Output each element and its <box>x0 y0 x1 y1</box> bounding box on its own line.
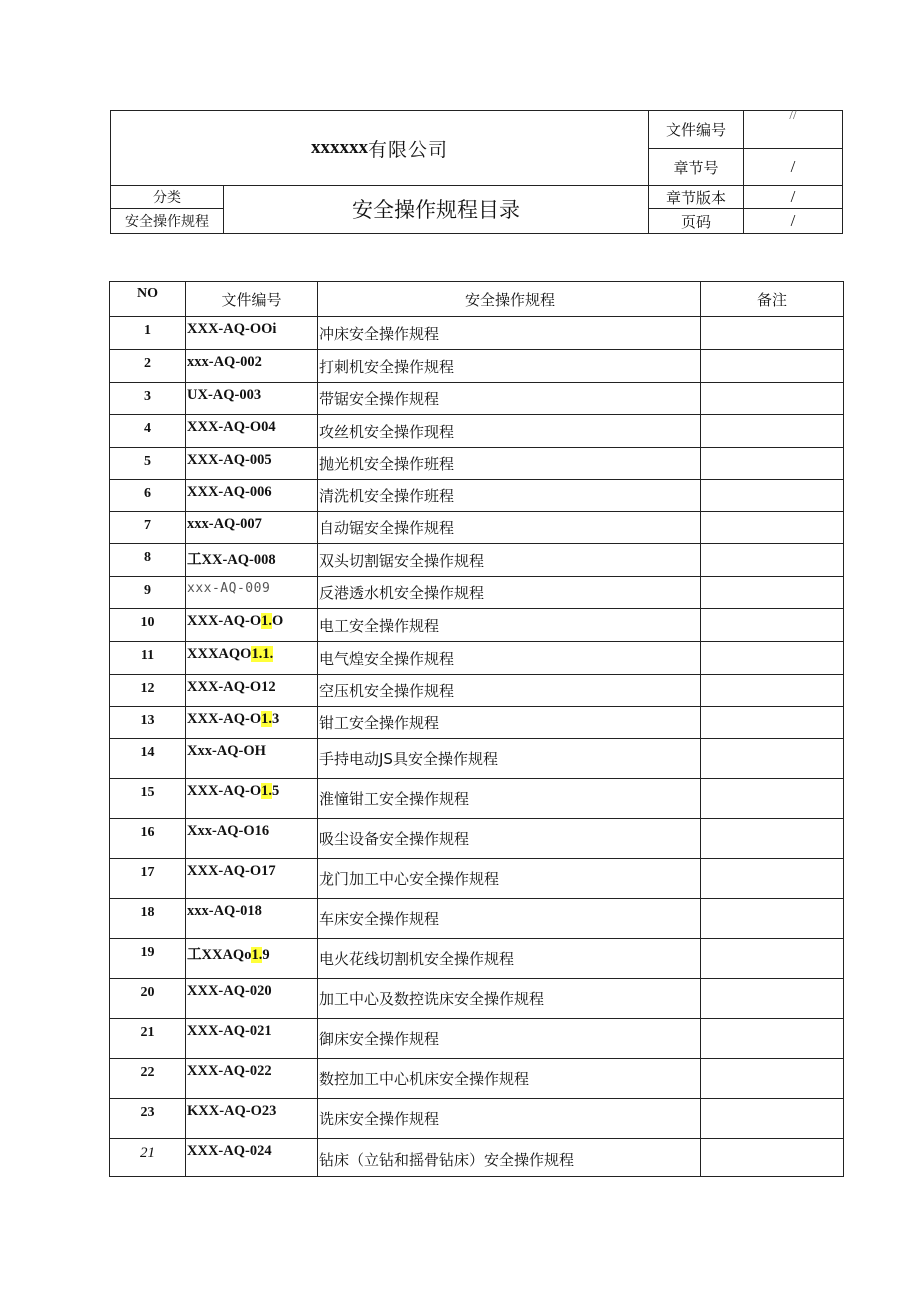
table-row <box>110 1018 843 1058</box>
procedure-name: 带锯安全操作规程 <box>319 390 440 408</box>
table-row <box>110 978 843 1018</box>
remarks-cell <box>701 859 843 898</box>
procedure-name: 冲床安全操作规程 <box>319 324 440 343</box>
row-number: 16 <box>140 825 155 840</box>
table-row <box>110 608 843 641</box>
remarks-cell <box>701 675 843 706</box>
category-value: 安全操作规程 <box>125 214 209 230</box>
row-number: 19 <box>140 945 155 960</box>
remarks-cell <box>701 779 843 818</box>
file-number: xxx-AQ-007 <box>187 516 262 532</box>
column-header-remarks: 备注 <box>756 290 787 309</box>
file-number: xxx-AQ-009 <box>187 581 271 596</box>
procedure-name: 空压机安全操作规程 <box>319 682 455 700</box>
table-row <box>110 447 843 479</box>
file-number: XXX-AQ-021 <box>187 1023 272 1039</box>
row-number: 22 <box>140 1065 155 1080</box>
row-number: 11 <box>140 648 155 663</box>
table-row <box>110 818 843 858</box>
procedure-name: 淮憧钳工安全操作规程 <box>319 790 470 808</box>
file-number: XXX-AQ-OOi <box>187 321 277 337</box>
remarks-cell <box>701 899 843 938</box>
table-header-row <box>110 282 843 316</box>
table-row <box>110 1058 843 1098</box>
file-number: XXX-AQ-005 <box>187 452 272 468</box>
remarks-cell <box>701 1019 843 1058</box>
table-row <box>110 858 843 898</box>
remarks-cell <box>701 448 843 479</box>
row-number: 3 <box>144 389 151 404</box>
meta-value-chapter-number: / <box>790 157 796 176</box>
file-number <box>186 642 318 674</box>
row-number: 14 <box>140 745 155 760</box>
table-row <box>110 1098 843 1138</box>
table-row <box>110 1138 843 1179</box>
procedure-name: 数控加工中心机床安全操作规程 <box>319 1070 530 1088</box>
table-row <box>110 316 843 349</box>
file-number <box>186 609 318 641</box>
remarks-cell <box>701 1059 843 1098</box>
row-number: 12 <box>140 681 155 696</box>
row-number: 21 <box>140 1145 155 1161</box>
file-number: XXX-AQ-022 <box>187 1063 272 1079</box>
file-number-highlight: 1.1. <box>251 646 274 662</box>
procedure-name: 加工中心及数控诜床安全操作规程 <box>319 990 545 1008</box>
procedure-name: 反港透水机安全操作规程 <box>319 584 485 602</box>
remarks-cell <box>701 512 843 543</box>
table-row <box>110 349 843 382</box>
procedure-name: 攻丝机安全操作现程 <box>319 422 455 441</box>
document-title: 安全操作规程目录 <box>352 198 520 222</box>
procedure-name: 诜床安全操作规程 <box>319 1110 440 1128</box>
procedure-name: 手持电动JS具安全操作规程 <box>319 750 498 768</box>
remarks-cell <box>701 819 843 858</box>
procedure-name: 钻床（立钻和摇骨钻床）安全操作规程 <box>319 1150 575 1169</box>
file-number: XXX-AQ-006 <box>187 484 272 500</box>
file-number-part: XXX-AQ-O <box>187 613 262 629</box>
procedure-name: 钳工安全操作规程 <box>319 714 440 732</box>
file-number-highlight: 1. <box>261 711 272 727</box>
row-number: 20 <box>140 985 155 1000</box>
file-number: XXX-AQ-O12 <box>187 679 276 695</box>
file-number: XXX-AQ-024 <box>187 1143 272 1159</box>
remarks-cell <box>701 1099 843 1138</box>
file-number: XXX-AQ-O04 <box>187 419 276 435</box>
procedure-name: 车床安全操作规程 <box>319 910 440 928</box>
row-number: 23 <box>140 1105 155 1120</box>
company-name <box>111 111 648 185</box>
meta-value-file-number: // <box>789 107 797 122</box>
procedure-name: 抛光机安全操作班程 <box>319 455 455 473</box>
remarks-cell <box>701 480 843 511</box>
row-number: 21 <box>140 1025 155 1040</box>
table-row <box>110 511 843 543</box>
file-number-part: XXX-AQ-O <box>187 711 262 727</box>
row-number: 6 <box>144 486 151 501</box>
row-number: 18 <box>140 905 155 920</box>
file-number: xxx-AQ-002 <box>187 354 262 370</box>
row-number: 2 <box>144 356 151 371</box>
procedure-name: 电工安全操作规程 <box>319 616 440 635</box>
file-number: xxx-AQ-018 <box>187 903 262 919</box>
remarks-cell <box>701 707 843 738</box>
file-number: Xxx-AQ-OH <box>187 743 266 759</box>
procedure-name: 电火花线切割机安全操作规程 <box>319 950 515 968</box>
procedure-name: 御床安全操作规程 <box>319 1030 440 1048</box>
meta-value-page-number: / <box>790 211 796 230</box>
procedure-name: 电气煌安全操作规程 <box>319 649 455 668</box>
row-number: 17 <box>140 865 155 880</box>
file-number: XXX-AQ-O17 <box>187 863 276 879</box>
meta-label-chapter-number: 章节号 <box>673 158 719 177</box>
remarks-cell <box>701 577 843 608</box>
row-number: 4 <box>144 421 151 436</box>
row-number: 7 <box>144 518 151 533</box>
remarks-cell <box>701 350 843 382</box>
row-number: 10 <box>140 615 155 630</box>
file-number-highlight: 1. <box>261 783 272 799</box>
file-number: Xxx-AQ-O16 <box>187 823 270 839</box>
remarks-cell <box>701 939 843 978</box>
file-number-part: 5 <box>271 783 280 799</box>
file-number: 工XX-AQ-008 <box>187 552 276 568</box>
remarks-cell <box>701 642 843 674</box>
file-number-part: 9 <box>262 947 270 963</box>
remarks-cell <box>701 1139 843 1179</box>
table-row <box>110 382 843 414</box>
file-number-part: XXXAQO <box>187 646 252 662</box>
procedure-table <box>109 281 844 1177</box>
remarks-cell <box>701 317 843 349</box>
file-number-part: 工XXAQo <box>187 947 252 963</box>
table-row <box>110 706 843 738</box>
meta-value-chapter-version: / <box>790 187 796 206</box>
table-row <box>110 543 843 576</box>
category-label: 分类 <box>153 189 181 206</box>
file-number: XXX-AQ-020 <box>187 983 272 999</box>
procedure-name: 龙门加工中心安全操作规程 <box>319 870 500 888</box>
remarks-cell <box>701 544 843 576</box>
remarks-cell <box>701 383 843 414</box>
file-number: UX-AQ-003 <box>187 387 262 403</box>
row-number: 5 <box>144 454 151 469</box>
document-header <box>110 107 843 234</box>
procedure-name: 清洗机安全操作班程 <box>319 487 455 505</box>
file-number-part: O <box>271 613 284 629</box>
file-number <box>186 779 318 818</box>
file-number <box>186 707 318 738</box>
file-number: KXX-AQ-O23 <box>187 1103 277 1119</box>
table-row <box>110 414 843 447</box>
remarks-cell <box>701 739 843 778</box>
remarks-cell <box>701 979 843 1018</box>
table-row <box>110 778 843 818</box>
row-number: 9 <box>144 583 151 598</box>
table-row <box>110 576 843 608</box>
meta-label-page-number: 页码 <box>680 212 711 231</box>
remarks-cell <box>701 415 843 447</box>
procedure-name: 吸尘设备安全操作规程 <box>319 830 470 848</box>
procedure-name: 双头切割锯安全操作规程 <box>319 551 485 570</box>
column-header-procedure: 安全操作规程 <box>464 290 555 309</box>
row-number: 15 <box>140 785 155 800</box>
row-number: 13 <box>140 713 155 728</box>
file-number <box>186 939 318 978</box>
company-name-prefix: xxxxxx <box>310 137 368 158</box>
file-number-highlight: 1. <box>261 613 272 629</box>
table-row <box>110 479 843 511</box>
row-number: 1 <box>144 323 151 338</box>
table-row <box>110 898 843 938</box>
table-row <box>110 641 843 674</box>
procedure-name: 自动锯安全操作规程 <box>319 519 455 537</box>
file-number-highlight: 1. <box>251 947 263 963</box>
procedure-name: 打刺机安全操作规程 <box>319 357 455 376</box>
table-row <box>110 738 843 778</box>
row-number: 8 <box>144 550 151 565</box>
column-header-no: NO <box>137 286 158 301</box>
table-row <box>110 938 843 978</box>
company-name-suffix: 有限公司 <box>367 138 448 161</box>
file-number-part: XXX-AQ-O <box>187 783 262 799</box>
table-row <box>110 674 843 706</box>
remarks-cell <box>701 609 843 641</box>
file-number-part: 3 <box>271 711 280 727</box>
column-header-file-number: 文件编号 <box>221 290 282 309</box>
meta-label-chapter-version: 章节版本 <box>665 188 726 207</box>
meta-label-file-number: 文件编号 <box>665 121 726 139</box>
